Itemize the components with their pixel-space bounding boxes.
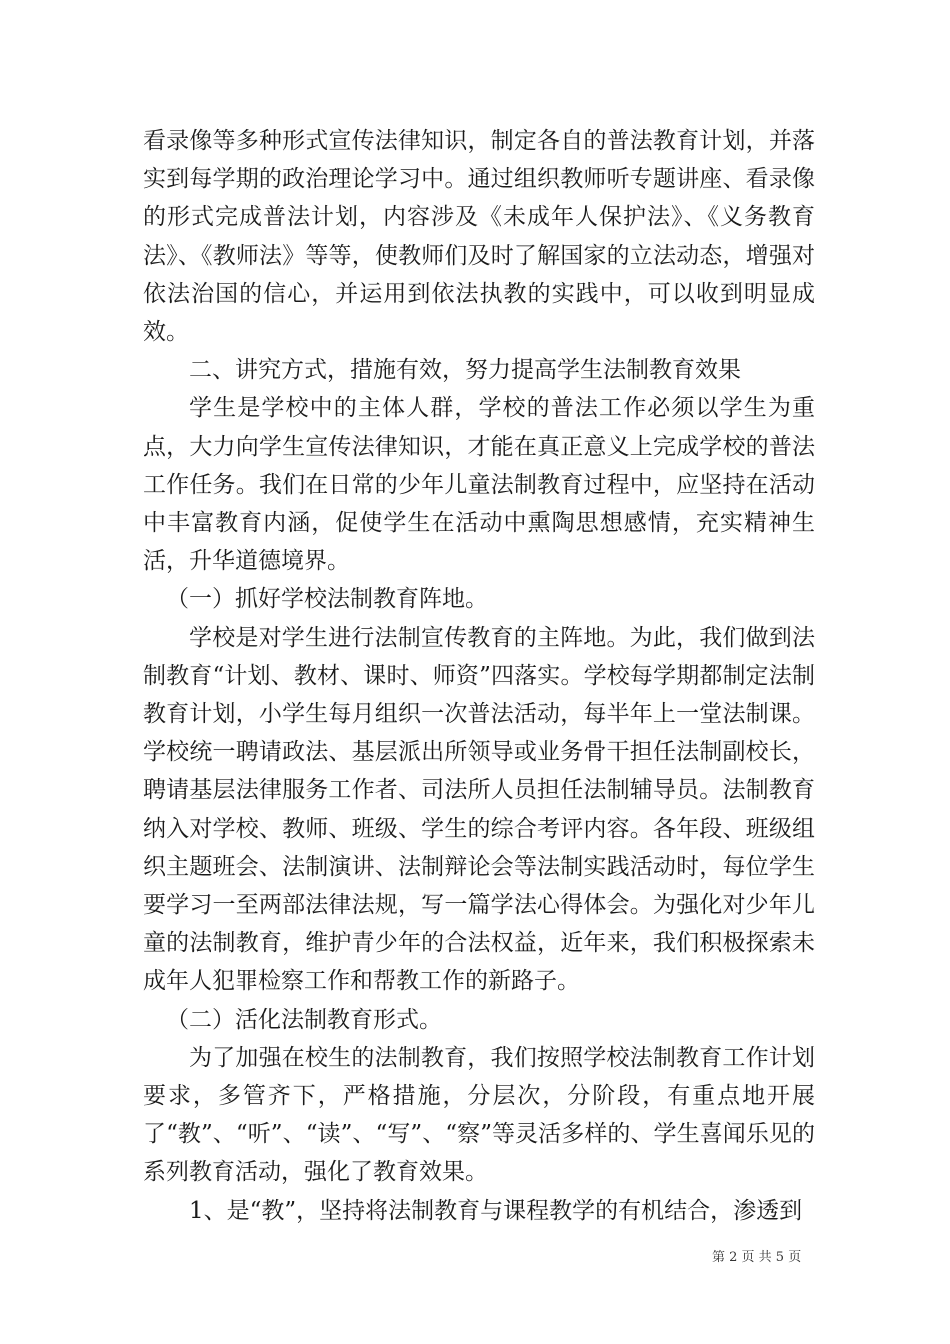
paragraph: 学校是对学生进行法制宣传教育的主阵地。为此，我们做到法制教育“计划、教材、课时、师资”四落实。学校每学期都制定法制教育计划，小学生每月组织一次普法活动，每半年上一堂法制课。学校统一聘请政法、基层派出所领导或业务骨干担任法制副校长，聘请基层法律服务工作者、司法所人员担任法制辅导员。法制教育纳入对学校、教师、班级、学生的综合考评内容。各年段、班级组织主题班会、法制演讲、法制辩论会等法制实践活动时，每位学生要学习一至两部法律法规，写一篇学法心得体会。为强化对少年儿童的法制教育，维护青少年的合法权益，近年来，我们积极探索未成年人犯罪检察工作和帮教工作的新路子。 [143, 624, 815, 995]
document-body [143, 122, 815, 1230]
subsection-heading: （二）活化法制教育形式。 [166, 1006, 442, 1033]
paragraph: 学生是学校中的主体人群，学校的普法工作必须以学生为重点，大力向学生宣传法律知识，才能在真正意义上完成学校的普法工作任务。我们在日常的少年儿童法制教育过程中，应坚持在活动中丰富教育内涵，促使学生在活动中熏陶思想感情，充实精神生活，升华道德境界。 [143, 395, 815, 575]
paragraph: 1、是“教”，坚持将法制教育与课程教学的有机结合，渗透到 [189, 1197, 803, 1224]
page-number-footer: 第 2 页 共 5 页 [712, 1250, 802, 1265]
subsection-heading: （一）抓好学校法制教育阵地。 [166, 586, 488, 613]
paragraph-continuation: 看录像等多种形式宣传法律知识，制定各自的普法教育计划，并落实到每学期的政治理论学习中。通过组织教师听专题讲座、看录像的形式完成普法计划，内容涉及《未成年人保护法》、《义务教育法》、《教师法》等等，使教师们及时了解国家的立法动态，增强对依法治国的信心，并运用到依法执教的实践中，可以收到明显成效。 [143, 128, 815, 346]
section-heading: 二、讲究方式，措施有效，努力提高学生法制教育效果 [189, 357, 741, 384]
paragraph: 为了加强在校生的法制教育，我们按照学校法制教育工作计划要求，多管齐下，严格措施，分层次，分阶段，有重点地开展了“教”、“听”、“读”、“写”、“察”等灵活多样的、学生喜闻乐见的系列教育活动，强化了教育效果。 [143, 1044, 815, 1186]
